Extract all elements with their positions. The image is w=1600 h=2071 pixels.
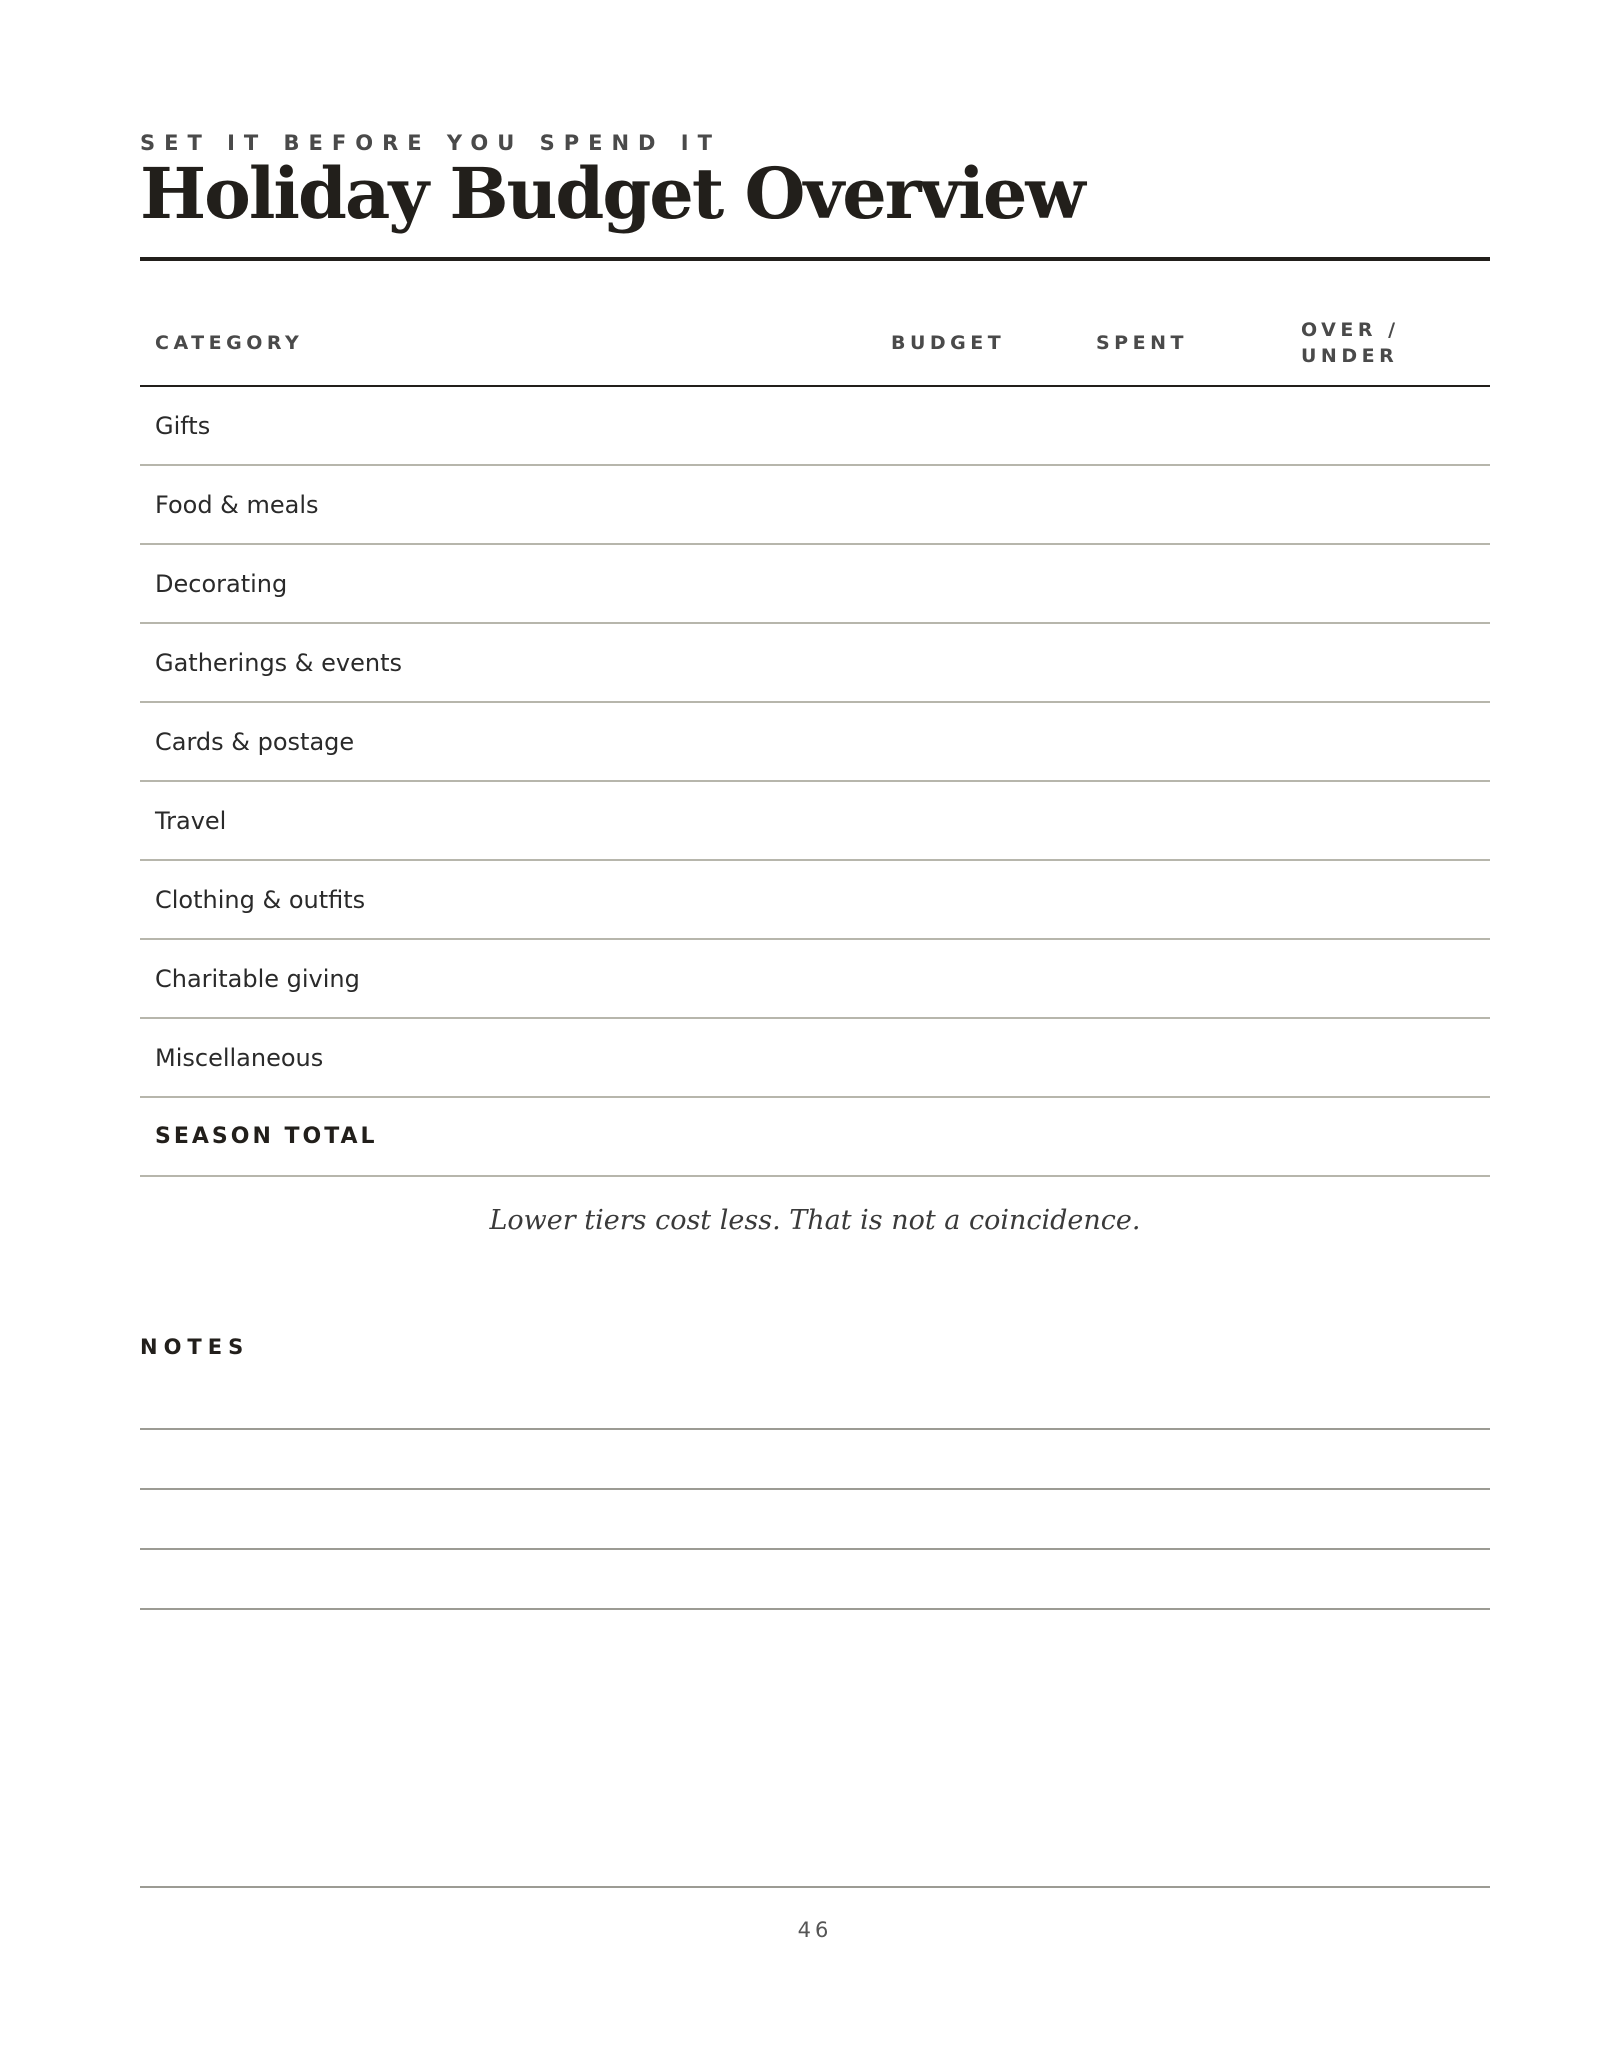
budget-cell[interactable] [885,1019,1075,1096]
over-under-cell[interactable] [1295,387,1485,464]
over-under-total-cell[interactable] [1295,1098,1485,1175]
table-header [140,300,1490,387]
table-total-row [140,1098,1490,1177]
budget-cell[interactable] [885,861,1075,938]
over-under-cell[interactable] [1295,703,1485,780]
spent-cell[interactable] [1090,703,1280,780]
budget-cell[interactable] [885,466,1075,543]
spent-cell[interactable] [1090,545,1280,622]
over-under-cell[interactable] [1295,1019,1485,1096]
over-under-cell[interactable] [1295,624,1485,701]
table-row [140,1019,1490,1098]
notes-line[interactable] [140,1548,1490,1550]
spent-cell[interactable] [1090,466,1280,543]
notes-heading: NOTES [140,1335,250,1359]
spent-cell[interactable] [1090,861,1280,938]
budget-table [140,300,1490,1177]
title-divider [140,257,1490,261]
category-cell: Food & meals [155,490,319,519]
page-eyebrow: SET IT BEFORE YOU SPEND IT [140,131,721,155]
notes-line[interactable] [140,1608,1490,1610]
column-header-category: CATEGORY [155,331,304,354]
table-row [140,545,1490,624]
table-row [140,703,1490,782]
spent-total-cell[interactable] [1090,1098,1280,1175]
notes-line[interactable] [140,1488,1490,1490]
over-under-cell[interactable] [1295,545,1485,622]
table-row [140,387,1490,466]
season-total-label: SEASON TOTAL [155,1124,378,1149]
over-under-cell[interactable] [1295,782,1485,859]
column-header-over-under: OVER / UNDER [1301,318,1400,367]
spent-cell[interactable] [1090,1019,1280,1096]
page-number: 46 [797,1918,833,1942]
budget-cell[interactable] [885,703,1075,780]
spent-cell[interactable] [1090,387,1280,464]
budget-page [140,0,1490,2071]
over-under-cell[interactable] [1295,940,1485,1017]
spent-cell[interactable] [1090,782,1280,859]
over-under-cell[interactable] [1295,466,1485,543]
table-row [140,861,1490,940]
category-cell: Charitable giving [155,964,360,993]
column-header-spent: SPENT [1096,331,1188,354]
footer-divider [140,1886,1490,1888]
budget-cell[interactable] [885,545,1075,622]
category-cell: Travel [155,806,227,835]
spent-cell[interactable] [1090,624,1280,701]
table-row [140,782,1490,861]
table-row [140,466,1490,545]
budget-cell[interactable] [885,387,1075,464]
page-title: Holiday Budget Overview [140,152,1084,235]
category-cell: Decorating [155,569,288,598]
table-row [140,624,1490,703]
over-under-cell[interactable] [1295,861,1485,938]
budget-cell[interactable] [885,624,1075,701]
quote-text: Lower tiers cost less. That is not a coincidence. [489,1205,1141,1236]
category-cell: Gatherings & events [155,648,403,677]
category-cell: Miscellaneous [155,1043,324,1072]
notes-line[interactable] [140,1428,1490,1430]
budget-cell[interactable] [885,940,1075,1017]
spent-cell[interactable] [1090,940,1280,1017]
budget-total-cell[interactable] [885,1098,1075,1175]
category-cell: Clothing & outfits [155,885,366,914]
category-cell: Cards & postage [155,727,355,756]
table-row [140,940,1490,1019]
column-header-budget: BUDGET [891,331,1006,354]
category-cell: Gifts [155,411,211,440]
budget-cell[interactable] [885,782,1075,859]
